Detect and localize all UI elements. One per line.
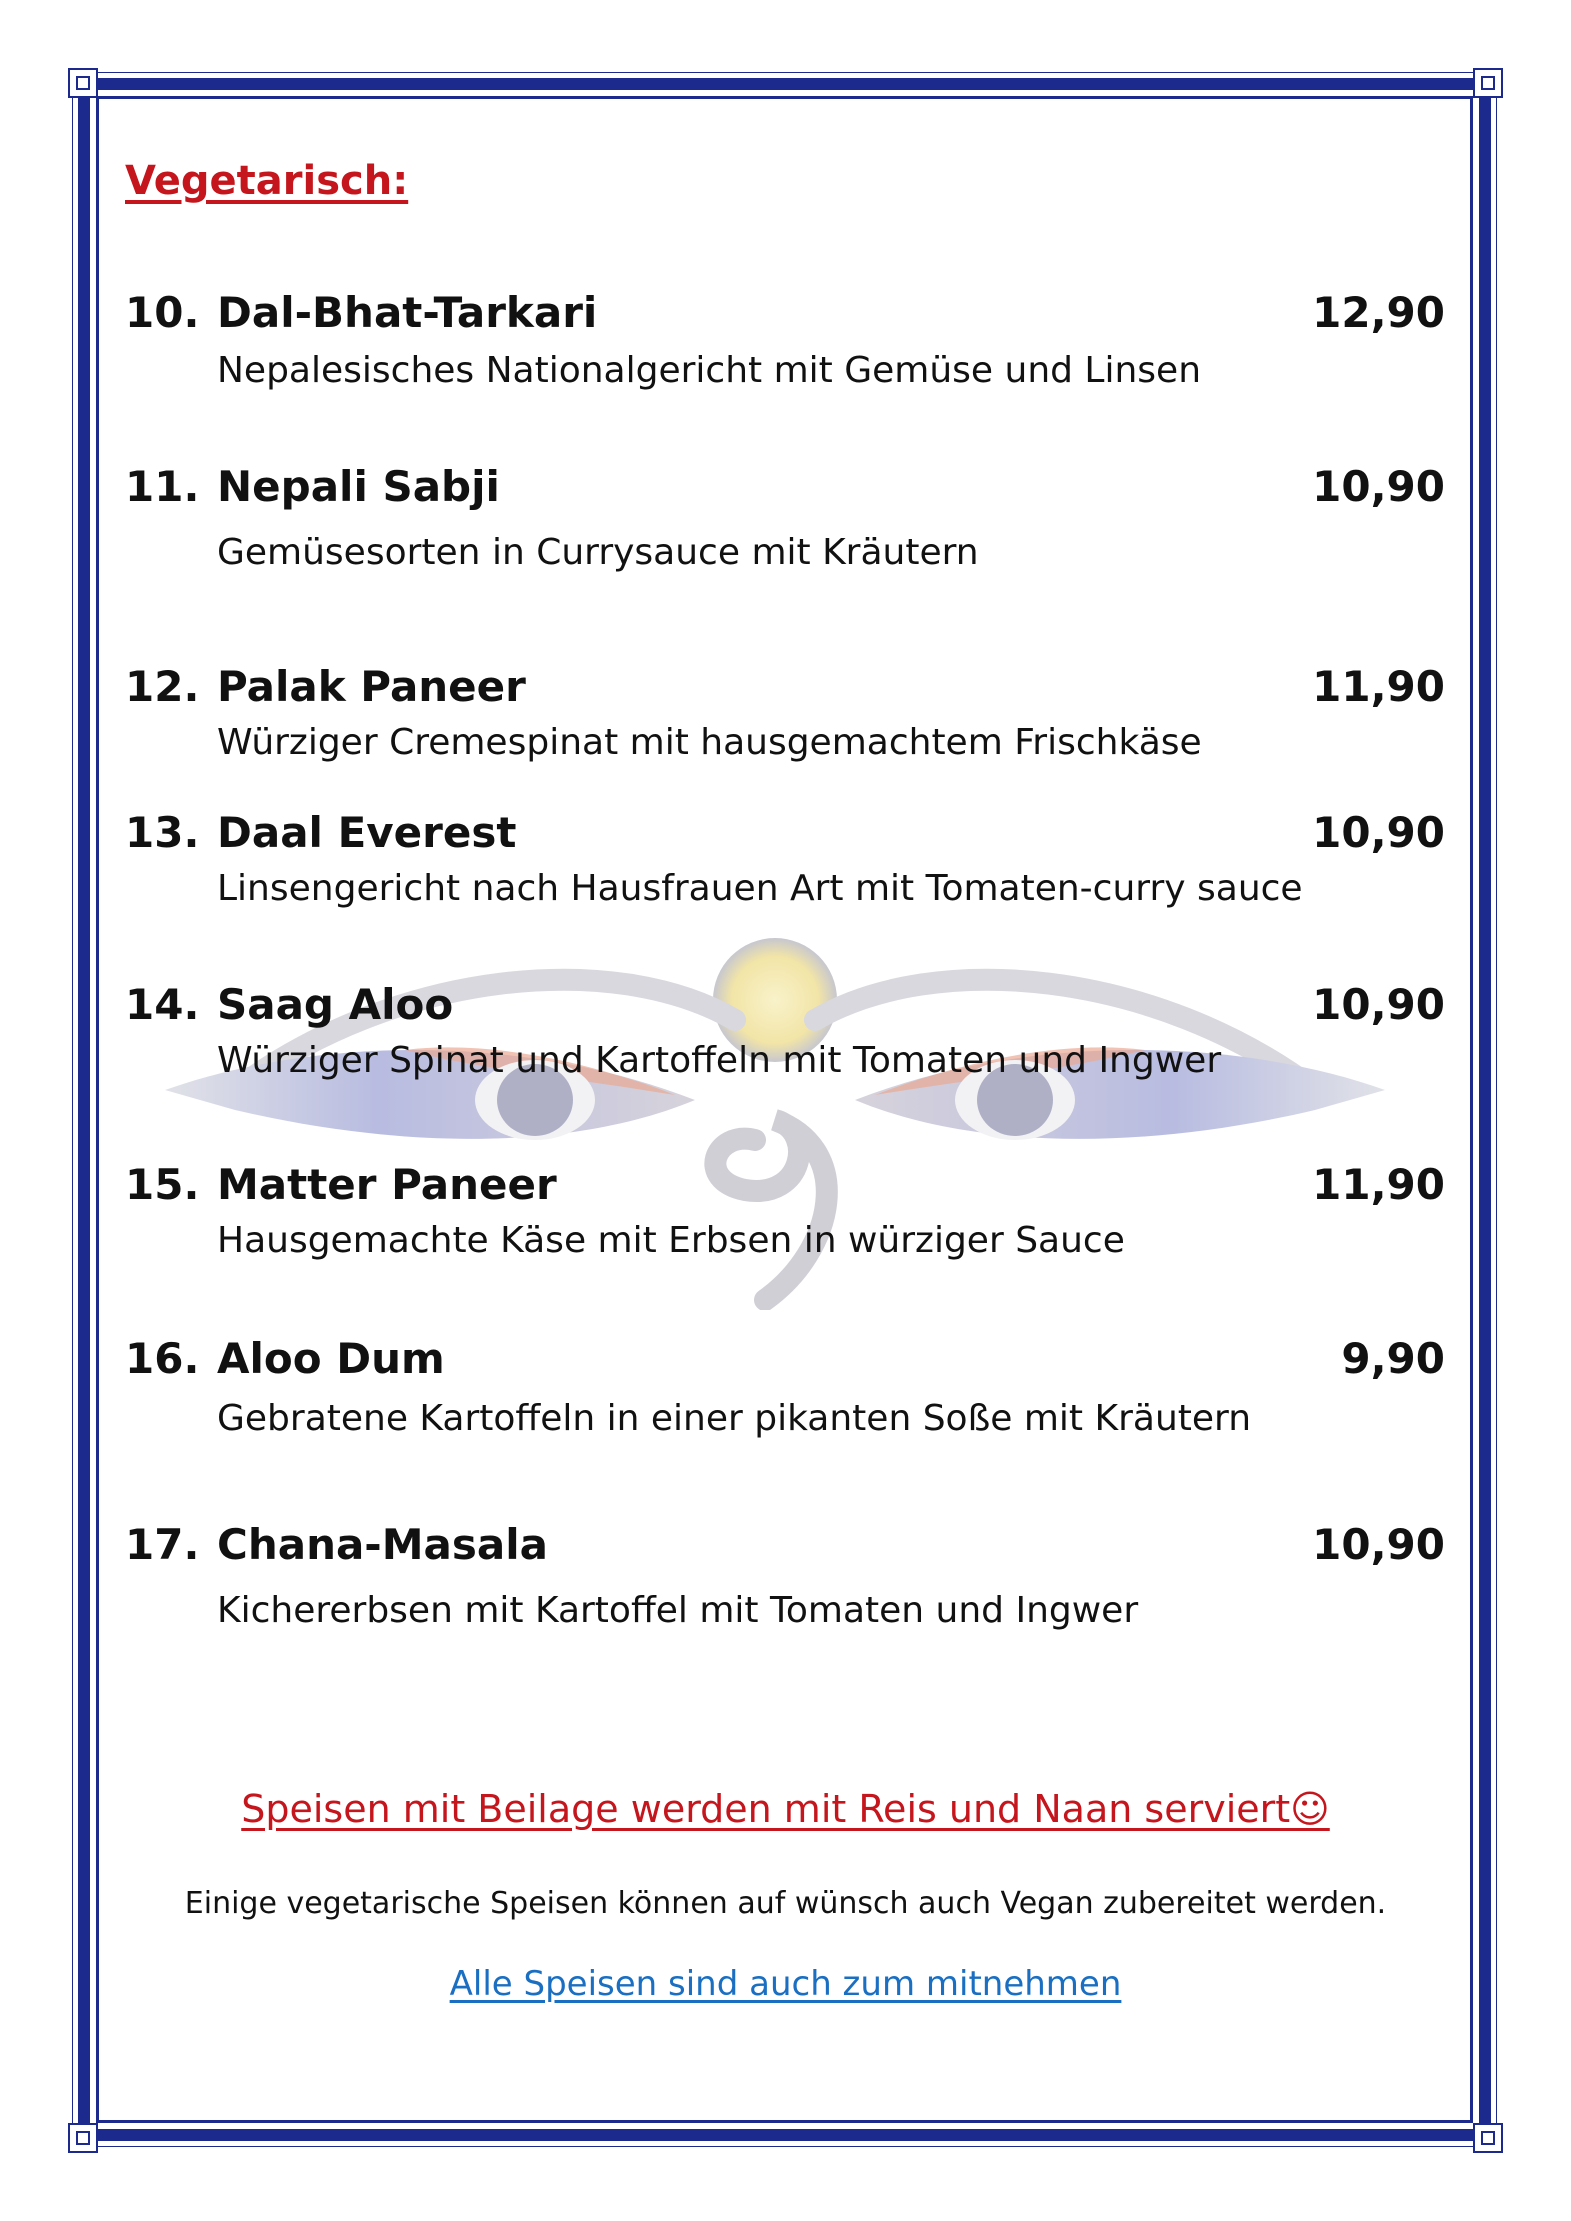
item-name: Dal-Bhat-Tarkari — [217, 288, 598, 337]
item-description: Würziger Cremespinat mit hausgemachtem Frischkäse — [217, 722, 1202, 763]
menu-item — [125, 1520, 1445, 1631]
item-description: Gebratene Kartoffeln in einer pikanten Soße mit Kräutern — [217, 1398, 1252, 1439]
item-description: Hausgemachte Käse mit Erbsen in würziger Sauce — [217, 1220, 1125, 1261]
menu-item — [125, 980, 1445, 1081]
corner-ornament-top-right — [1473, 68, 1503, 98]
item-description: Gemüsesorten in Currysauce mit Kräutern — [217, 532, 979, 573]
item-name: Daal Everest — [217, 808, 517, 857]
takeaway-link[interactable]: Alle Speisen sind auch zum mitnehmen — [449, 1964, 1122, 2004]
section-heading: Vegetarisch: — [125, 158, 409, 204]
item-description: Würziger Spinat und Kartoffeln mit Tomaten und Ingwer — [217, 1040, 1222, 1081]
menu-item — [125, 288, 1445, 391]
vegan-note: Einige vegetarische Speisen können auf wünsch auch Vegan zubereitet werden. — [184, 1886, 1387, 1921]
item-name: Saag Aloo — [217, 980, 454, 1029]
item-name: Nepali Sabji — [217, 462, 500, 511]
item-description: Linsengericht nach Hausfrauen Art mit Tomaten-curry sauce — [217, 868, 1303, 909]
item-name: Palak Paneer — [217, 662, 526, 711]
item-number: 10. — [125, 288, 200, 337]
side-dish-note: Speisen mit Beilage werden mit Reis und Naan serviert☺ — [241, 1787, 1330, 1831]
item-number: 11. — [125, 462, 200, 511]
item-number: 13. — [125, 808, 200, 857]
item-description: Kichererbsen mit Kartoffel mit Tomaten und Ingwer — [217, 1590, 1139, 1631]
corner-ornament-top-left — [68, 68, 98, 98]
menu-item — [125, 1160, 1445, 1261]
menu-item — [125, 662, 1445, 763]
item-number: 15. — [125, 1160, 200, 1209]
item-price: 9,90 — [1341, 1334, 1445, 1383]
menu-item — [125, 808, 1445, 909]
item-number: 17. — [125, 1520, 200, 1569]
item-price: 11,90 — [1312, 1160, 1445, 1209]
item-price: 10,90 — [1312, 808, 1445, 857]
corner-ornament-bottom-left — [68, 2123, 98, 2153]
item-price: 11,90 — [1312, 662, 1445, 711]
item-price: 10,90 — [1312, 980, 1445, 1029]
item-name: Chana-Masala — [217, 1520, 548, 1569]
item-name: Matter Paneer — [217, 1160, 557, 1209]
item-name: Aloo Dum — [217, 1334, 445, 1383]
item-number: 16. — [125, 1334, 200, 1383]
item-description: Nepalesisches Nationalgericht mit Gemüse und Linsen — [217, 350, 1202, 391]
menu-item — [125, 1334, 1445, 1439]
item-price: 10,90 — [1312, 462, 1445, 511]
menu-item — [125, 462, 1445, 573]
item-price: 10,90 — [1312, 1520, 1445, 1569]
item-number: 12. — [125, 662, 200, 711]
item-number: 14. — [125, 980, 200, 1029]
item-price: 12,90 — [1312, 288, 1445, 337]
corner-ornament-bottom-right — [1473, 2123, 1503, 2153]
